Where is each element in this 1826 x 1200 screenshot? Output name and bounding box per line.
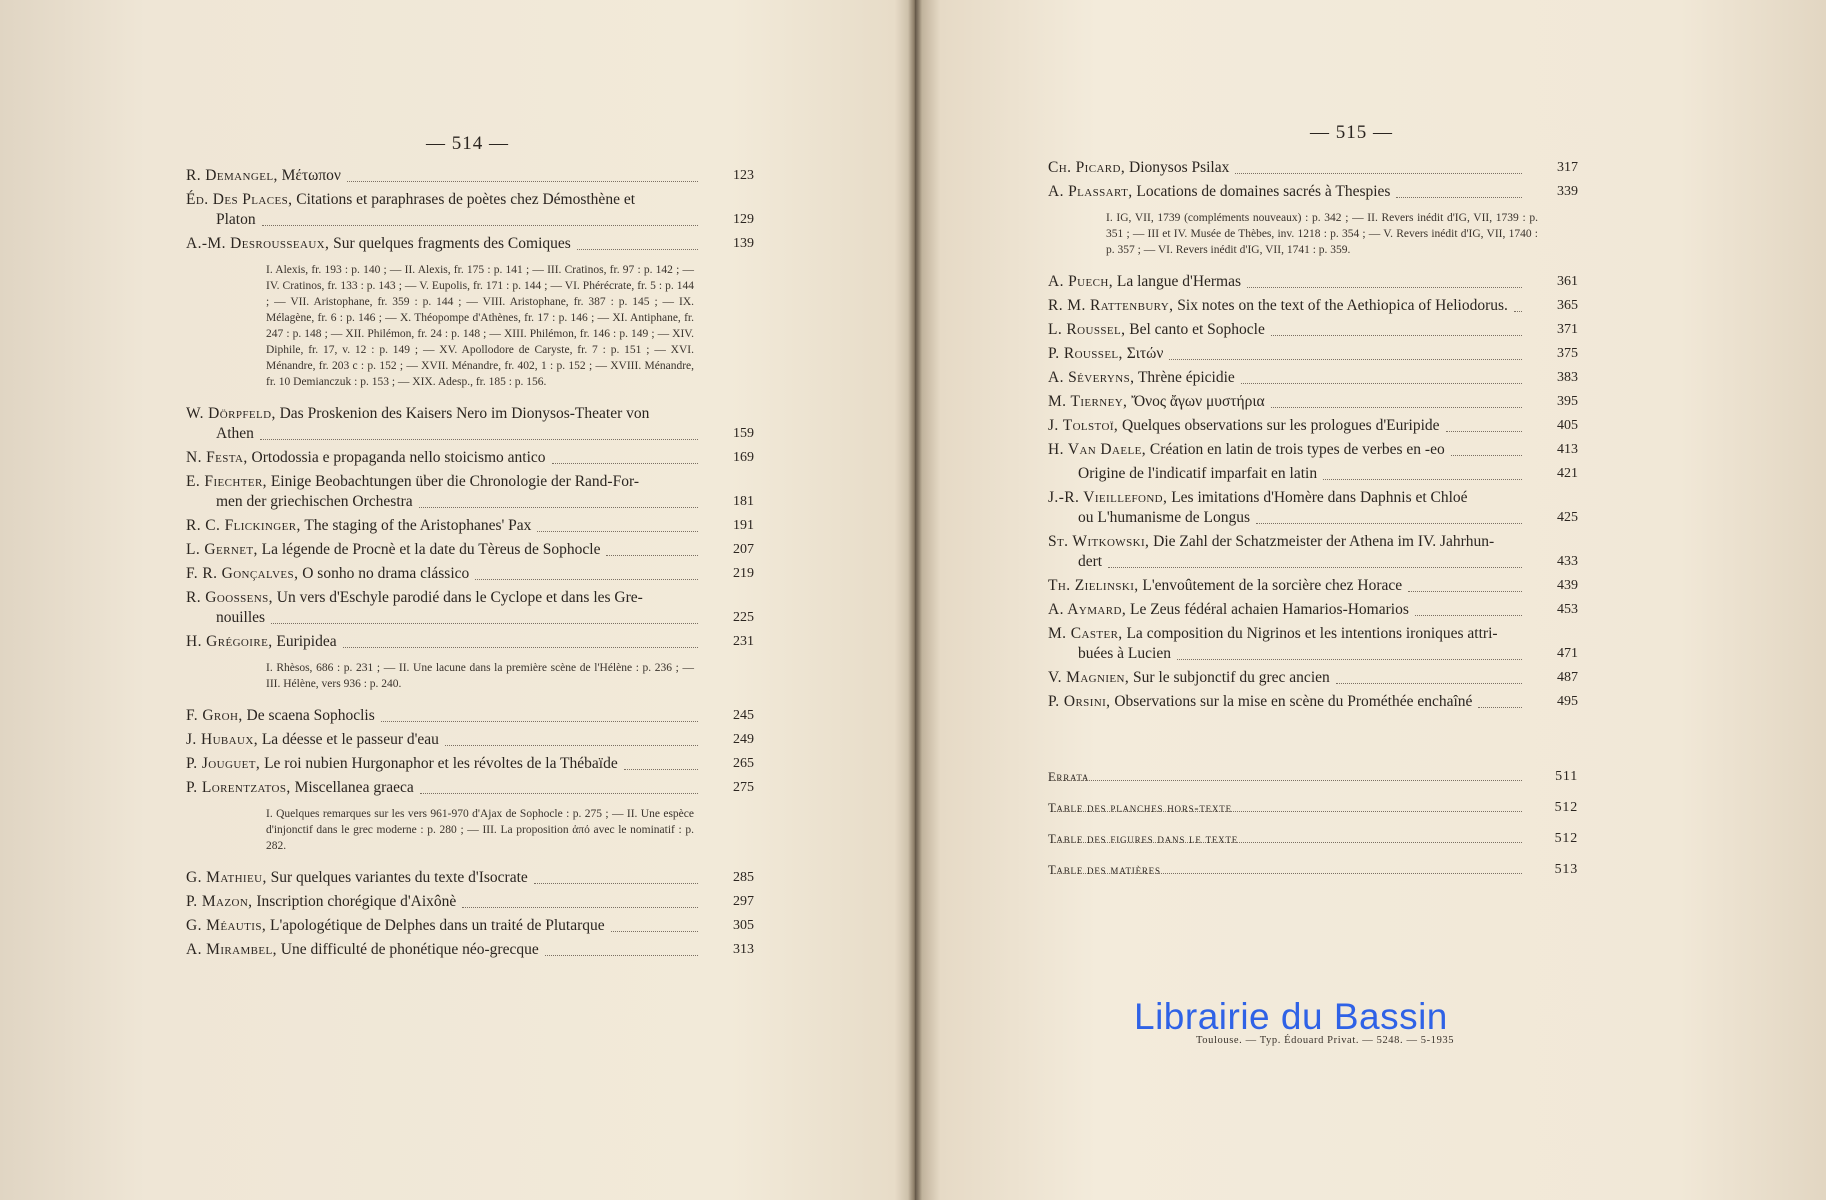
entry-title: Le roi nubien Hurgonaphor et les révoltes de la Thébaïde: [264, 755, 618, 772]
entry-page: 425: [1557, 510, 1578, 525]
toc-entry: [1048, 624, 1578, 664]
dot-leader: [1241, 383, 1522, 384]
entry-page: 371: [1557, 322, 1578, 337]
entry-page: 317: [1557, 160, 1578, 175]
entry-page: 413: [1557, 442, 1578, 457]
entry-author: G. Méautis,: [186, 917, 267, 934]
entry-title: Une difficulté de phonétique néo-grecque: [280, 941, 539, 958]
note-block: I. Alexis, fr. 193 : p. 140 ; — II. Alexis, fr. 175 : p. 141 ; — III. Cratinos, fr. 97 : p. 142 ; — IV. Cratinos, fr. 133 : p. 143 ; — V. Eupolis, fr. 171 : p. 144 ; — VI. Phérécrate, fr. 5 : p. 144 ; — VII. Aristophane, fr. 359 : p. 144 ; — VIII. Aristophane, fr. 387 : p. 145 ; — IX. Mélagène, fr. 6 : p. 146 ; — X. Théopompe d'Athènes, fr. 17 : p. 146 ; — XI. Antiphane, fr. 247 : p. 148 ; — XII. Philémon, fr. 24 : p. 148 ; — XIII. Philémon, fr. 146 : p. 149 ; — XIV. Diphile, fr. 17, v. 12 : p. 149 ; — XV. Apollodore de Caryste, fr. 7 : p. 151 ; — XVI. Ménandre, fr. 203 c : p. 152 ; — XVII. Ménandre, fr. 402, 1 : p. 152 ; — XVIII. Ménandre, fr. 10 Demianczuk : p. 153 ; — XIX. Adesp., fr. 185 : p. 156.: [266, 264, 694, 388]
dot-leader: [419, 507, 698, 508]
entry-title: L'apologétique de Delphes dans un traité de Plutarque: [269, 917, 605, 934]
entry-line: [186, 754, 706, 774]
entry-author: M. Tierney,: [1048, 393, 1128, 410]
entry-page: 225: [733, 610, 754, 625]
dot-leader: [381, 721, 698, 722]
entry-page: 245: [733, 708, 754, 723]
printer-imprint: Toulouse. — Typ. Édouard Privat. — 5248. — 5-1935: [1196, 1035, 1455, 1046]
toc-entry: [186, 778, 754, 798]
toc-entry: [1048, 416, 1578, 436]
entry-title: Die Zahl der Schatzmeister der Athena im IV. Jahrhun-: [1153, 533, 1495, 550]
entry-page: 297: [733, 894, 754, 909]
entry-author: Ch. Picard,: [1048, 159, 1126, 176]
dot-leader: [1415, 615, 1522, 616]
entry-author: H. Van Daele,: [1048, 441, 1146, 458]
entry-author: R. Goossens,: [186, 589, 273, 606]
entry-author: L. Roussel,: [1048, 321, 1126, 338]
toc-entry: [186, 404, 754, 444]
entry-page: 395: [1557, 394, 1578, 409]
entry-line: [186, 448, 706, 468]
page-number: — 514 —: [426, 133, 509, 154]
entry-line: [1048, 158, 1530, 178]
entry-title: La déesse et le passeur d'eau: [261, 731, 439, 748]
entry-title: Un vers d'Eschyle parodié dans le Cyclope et dans les Gre-: [276, 589, 643, 606]
entry-author: W. Dörpfeld,: [186, 405, 276, 422]
entry-page: 471: [1557, 646, 1578, 661]
entry-title: La légende de Procnè et la date du Tèreus de Sophocle: [261, 541, 601, 558]
toc-entry: [186, 516, 754, 536]
entry-author: R. Demangel,: [186, 167, 278, 184]
toc-entry: [186, 472, 754, 512]
back-matter-entry: [1048, 770, 1578, 785]
entry-author: P. Jouguet,: [186, 755, 261, 772]
toc-entry: [186, 892, 754, 912]
back-matter-label: Errata: [1048, 770, 1090, 784]
entry-page: 181: [733, 494, 754, 509]
entry-title-continued: Platon: [216, 211, 256, 228]
toc-entry: [1048, 320, 1578, 340]
toc-entry: [186, 166, 754, 186]
entry-line: [1048, 440, 1530, 460]
entry-title: Σιτών: [1126, 345, 1164, 362]
entry-title: Observations sur la mise en scène du Prométhée enchaîné: [1114, 693, 1473, 710]
entry-line: [1048, 692, 1530, 712]
dot-leader: [1177, 659, 1522, 660]
entry-title: Six notes on the text of the Aethiopica of Heliodorus.: [1177, 297, 1508, 314]
dot-leader: [462, 907, 698, 908]
toc-entry: [1048, 668, 1578, 688]
toc-entry: [186, 730, 754, 750]
entry-line: [186, 730, 706, 750]
entry-line: [186, 166, 706, 186]
back-matter-entry: [1048, 863, 1578, 878]
entry-author: P. Roussel,: [1048, 345, 1123, 362]
dot-leader: [1108, 567, 1522, 568]
dot-leader: [347, 181, 698, 182]
back-matter-label: Table des figures dans le texte: [1048, 832, 1239, 846]
dot-leader: [1336, 683, 1522, 684]
entry-author: H. Grégoire,: [186, 633, 273, 650]
toc-entry: [1048, 600, 1578, 620]
dot-leader: [1235, 173, 1522, 174]
entry-line: [1048, 344, 1530, 364]
toc-entry: [186, 588, 754, 628]
dot-leader: [262, 225, 698, 226]
entry-author: J. Hubaux,: [186, 731, 258, 748]
entry-line: [1048, 392, 1530, 412]
entry-line: [1048, 296, 1530, 316]
watermark: Librairie du Bassin: [1134, 996, 1448, 1037]
entry-line: [1048, 272, 1530, 292]
dot-leader: [475, 579, 698, 580]
entry-title-continued: buées à Lucien: [1078, 645, 1171, 662]
toc-entry: [186, 940, 754, 960]
dot-leader: [545, 955, 698, 956]
entry-page: 207: [733, 542, 754, 557]
entry-author: St. Witkowski,: [1048, 533, 1150, 550]
dot-leader: [1054, 780, 1522, 781]
dot-leader: [552, 463, 698, 464]
entry-page: 231: [733, 634, 754, 649]
entry-title: Das Proskenion des Kaisers Nero im Dionysos-Theater von: [279, 405, 650, 422]
back-matter-page: 513: [1554, 862, 1578, 877]
dot-leader: [537, 531, 698, 532]
toc-entry: [1048, 272, 1578, 292]
back-matter-page: 512: [1554, 831, 1578, 846]
entry-line: [186, 778, 706, 798]
entry-author: F. Groh,: [186, 707, 243, 724]
entry-title: Μέτωπον: [281, 167, 341, 184]
entry-title: O sonho no drama clássico: [302, 565, 470, 582]
entry-page: 159: [733, 426, 754, 441]
entry-title: The staging of the Aristophanes' Pax: [304, 517, 532, 534]
entry-page: 439: [1557, 578, 1578, 593]
entry-page: 495: [1557, 694, 1578, 709]
toc-entry: [1048, 464, 1578, 484]
table-of-contents: [1048, 158, 1578, 716]
entry-title: Miscellanea graeca: [294, 779, 414, 796]
dot-leader: [1396, 197, 1522, 198]
table-of-contents: [186, 166, 754, 964]
entry-line: [186, 868, 706, 888]
dot-leader: [1054, 842, 1522, 843]
entry-title: Sur quelques fragments des Comiques: [333, 235, 571, 252]
dot-leader: [343, 647, 698, 648]
entry-author: P. Lorentzatos,: [186, 779, 291, 796]
entry-title: De scaena Sophoclis: [246, 707, 375, 724]
entry-title: La langue d'Hermas: [1116, 273, 1242, 290]
entry-line: [186, 632, 706, 652]
entry-title: Einige Beobachtungen über die Chronologie der Rand-For-: [270, 473, 639, 490]
entry-title: Le Zeus fédéral achaien Hamarios-Homarios: [1129, 601, 1409, 618]
entry-author: N. Festa,: [186, 449, 248, 466]
dot-leader: [1256, 523, 1522, 524]
back-matter-entry: [1048, 832, 1578, 847]
entry-page: 305: [733, 918, 754, 933]
note-block: I. Quelques remarques sur les vers 961-970 d'Ajax de Sophocle : p. 275 ; — II. Une espèce d'injonctif dans le grec moderne : p. 280 ; — III. La proposition ἀπό avec le nominatif : p. 282.: [266, 808, 694, 852]
toc-entry: [1048, 368, 1578, 388]
toc-entry: [186, 868, 754, 888]
dot-leader: [1247, 287, 1522, 288]
entry-page: 487: [1557, 670, 1578, 685]
toc-entry: [1048, 440, 1578, 460]
entry-page: 375: [1557, 346, 1578, 361]
entry-line: [1048, 320, 1530, 340]
entry-author: J.-R. Vieillefond,: [1048, 489, 1168, 506]
toc-entry: [1048, 488, 1578, 528]
toc-entry: [1048, 392, 1578, 412]
entry-title: Dionysos Psilax: [1129, 159, 1230, 176]
dot-leader: [445, 745, 698, 746]
entry-page: 421: [1557, 466, 1578, 481]
back-matter-label: Table des matières: [1048, 863, 1161, 877]
entry-author: A. Séveryns,: [1048, 369, 1135, 386]
entry-title-continued: men der griechischen Orchestra: [216, 493, 413, 510]
entry-page: 139: [733, 236, 754, 251]
dot-leader: [1446, 431, 1522, 432]
dot-leader: [420, 793, 698, 794]
toc-entry: [1048, 296, 1578, 316]
entry-line: [1048, 368, 1530, 388]
entry-line: [186, 564, 706, 584]
entry-line: [1048, 416, 1530, 436]
entry-line: [1048, 600, 1530, 620]
toc-entry: [1048, 158, 1578, 178]
entry-page: 275: [733, 780, 754, 795]
entry-line: [186, 940, 706, 960]
entry-line: [1048, 182, 1530, 202]
toc-entry: [186, 916, 754, 936]
toc-entry: [1048, 344, 1578, 364]
entry-line: [186, 472, 706, 492]
entry-line: [186, 516, 706, 536]
toc-entry: [186, 540, 754, 560]
toc-entry: [186, 234, 754, 254]
entry-line: [1048, 576, 1530, 596]
entry-line: [186, 540, 706, 560]
dot-leader: [534, 883, 698, 884]
entry-title-continued: Athen: [216, 425, 254, 442]
entry-title: L'envoûtement de la sorcière chez Horace: [1142, 577, 1403, 594]
dot-leader: [624, 769, 698, 770]
entry-title: Thrène épicidie: [1137, 369, 1235, 386]
dot-leader: [1451, 455, 1522, 456]
entry-line: [186, 706, 706, 726]
entry-title-continued: nouilles: [216, 609, 266, 626]
entry-author: A. Aymard,: [1048, 601, 1127, 618]
toc-entry: [1048, 576, 1578, 596]
entry-line: [186, 588, 706, 608]
entry-author: A.-M. Desrousseaux,: [186, 235, 330, 252]
dot-leader: [1271, 335, 1522, 336]
entry-title: Quelques observations sur les prologues d'Euripide: [1122, 417, 1440, 434]
toc-entry: [1048, 532, 1578, 572]
entry-title: Origine de l'indicatif imparfait en latin: [1078, 465, 1318, 482]
entry-author: Th. Zielinski,: [1048, 577, 1139, 594]
entry-page: 405: [1557, 418, 1578, 433]
toc-entry: [186, 706, 754, 726]
note-block: I. Rhèsos, 686 : p. 231 ; — II. Une lacune dans la première scène de l'Hélène : p. 236 ; — III. Hélène, vers 936 : p. 240.: [266, 662, 694, 690]
dot-leader: [1271, 407, 1522, 408]
toc-entry: [186, 632, 754, 652]
toc-entry: [186, 190, 754, 230]
entry-page: 313: [733, 942, 754, 957]
entry-line: [1048, 532, 1530, 552]
entry-page: 249: [733, 732, 754, 747]
dot-leader: [1323, 479, 1522, 480]
entry-title: Locations de domaines sacrés à Thespies: [1136, 183, 1391, 200]
entry-author: Éd. Des Places,: [186, 191, 293, 208]
entry-page: 433: [1557, 554, 1578, 569]
entry-author: J. Tolstoï,: [1048, 417, 1119, 434]
entry-line: [186, 916, 706, 936]
entry-title: Création en latin de trois types de verbes en -eo: [1149, 441, 1445, 458]
entry-page: 365: [1557, 298, 1578, 313]
entry-page: 453: [1557, 602, 1578, 617]
entry-line: [1048, 668, 1530, 688]
entry-page: 265: [733, 756, 754, 771]
dot-leader: [1169, 359, 1522, 360]
dot-leader: [271, 623, 698, 624]
entry-author: A. Puech,: [1048, 273, 1113, 290]
entry-page: 123: [733, 168, 754, 183]
dot-leader: [260, 439, 698, 440]
entry-author: E. Fiechter,: [186, 473, 267, 490]
entry-line: [1048, 624, 1530, 644]
back-matter-page: 511: [1555, 769, 1578, 784]
entry-title: Ortodossia e propaganda nello stoicismo antico: [251, 449, 546, 466]
entry-page: 219: [733, 566, 754, 581]
toc-entry: [186, 448, 754, 468]
entry-line: [1048, 464, 1530, 484]
back-matter-list: [1048, 770, 1578, 894]
entry-author: V. Magnien,: [1048, 669, 1130, 686]
back-matter-page: 512: [1554, 800, 1578, 815]
entry-author: F. R. Gonçalves,: [186, 565, 299, 582]
entry-page: 339: [1557, 184, 1578, 199]
toc-entry: [1048, 692, 1578, 712]
dot-leader: [1514, 311, 1522, 312]
note-block: I. IG, VII, 1739 (compléments nouveaux) : p. 342 ; — II. Revers inédit d'IG, VII, 1739 : p. 351 ; — III et IV. Musée de Thèbes, inv. 1218 : p. 354 ; — V. Revers inédit d'IG, VII, 1740 : p. 357 ; — VI. Revers inédit d'IG, VII, 1741 : p. 359.: [1106, 212, 1538, 256]
entry-title: Inscription chorégique d'Aixônè: [256, 893, 457, 910]
dot-leader: [1054, 811, 1522, 812]
book-gutter: [908, 0, 922, 1200]
dot-leader: [577, 249, 698, 250]
entry-author: G. Mathieu,: [186, 869, 267, 886]
entry-line: [186, 190, 706, 210]
entry-title-continued: ou L'humanisme de Longus: [1078, 509, 1250, 526]
entry-title: Sur le subjonctif du grec ancien: [1133, 669, 1330, 686]
entry-page: 129: [733, 212, 754, 227]
dot-leader: [1408, 591, 1522, 592]
entry-author: L. Gernet,: [186, 541, 258, 558]
entry-page: 361: [1557, 274, 1578, 289]
entry-title: Bel canto et Sophocle: [1129, 321, 1265, 338]
entry-author: P. Mazon,: [186, 893, 253, 910]
entry-author: A. Plassart,: [1048, 183, 1133, 200]
toc-entry: [1048, 182, 1578, 202]
entry-title: Sur quelques variantes du texte d'Isocrate: [270, 869, 528, 886]
entry-page: 169: [733, 450, 754, 465]
entry-title-continued: dert: [1078, 553, 1103, 570]
entry-page: 383: [1557, 370, 1578, 385]
entry-title: La composition du Nigrinos et les intentions ironiques attri-: [1126, 625, 1498, 642]
back-matter-entry: [1048, 801, 1578, 816]
entry-author: R. C. Flickinger,: [186, 517, 301, 534]
entry-line: [186, 892, 706, 912]
entry-author: M. Caster,: [1048, 625, 1123, 642]
entry-title: Euripidea: [276, 633, 337, 650]
entry-author: R. M. Rattenbury,: [1048, 297, 1174, 314]
entry-author: A. Mirambel,: [186, 941, 277, 958]
entry-title: Les imitations d'Homère dans Daphnis et Chloé: [1171, 489, 1468, 506]
entry-page: 285: [733, 870, 754, 885]
dot-leader: [611, 931, 698, 932]
dot-leader: [1478, 707, 1522, 708]
entry-line: [1048, 488, 1530, 508]
toc-entry: [186, 564, 754, 584]
entry-line: [186, 234, 706, 254]
page-number: — 515 —: [1310, 122, 1393, 143]
entry-line: [186, 404, 706, 424]
entry-author: P. Orsini,: [1048, 693, 1111, 710]
toc-entry: [186, 754, 754, 774]
entry-page: 191: [733, 518, 754, 533]
back-matter-label: Table des planches hors-texte: [1048, 801, 1232, 815]
entry-title: Citations et paraphrases de poètes chez Démosthène et: [296, 191, 636, 208]
dot-leader: [1054, 873, 1522, 874]
dot-leader: [606, 555, 698, 556]
entry-title: Ὄνος ἄγων μυστήρια: [1131, 393, 1265, 410]
